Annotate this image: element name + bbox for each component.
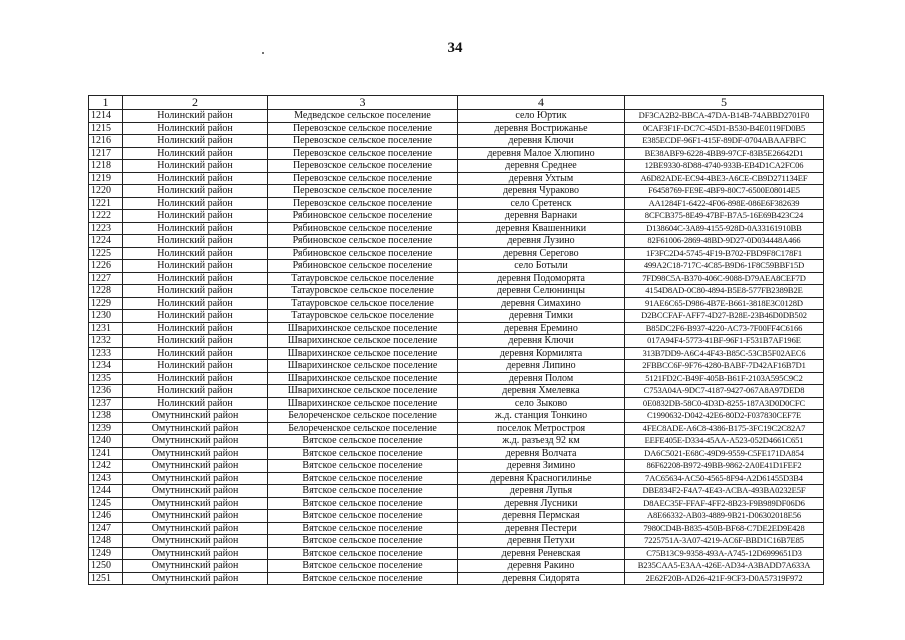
district-cell: Омутнинский район: [123, 510, 268, 523]
district-cell: Нолинский район: [123, 310, 268, 323]
district-cell: Омутнинский район: [123, 472, 268, 485]
guid-cell: 1F3FC2D4-5745-4F19-B702-FBD9F8C178F1: [625, 247, 824, 260]
district-cell: Нолинский район: [123, 397, 268, 410]
row-number: 1222: [89, 210, 123, 223]
locality-cell: село Сретенск: [458, 197, 625, 210]
settlement-cell: Шварихинское сельское поселение: [268, 372, 458, 385]
settlement-cell: Татауровское сельское поселение: [268, 297, 458, 310]
district-cell: Нолинский район: [123, 197, 268, 210]
locality-cell: ж.д. станция Тонкино: [458, 410, 625, 423]
table-row: [89, 435, 824, 448]
table-row: [89, 397, 824, 410]
row-number: 1226: [89, 260, 123, 273]
district-cell: Нолинский район: [123, 372, 268, 385]
locality-cell: деревня Среднее: [458, 160, 625, 173]
locality-cell: деревня Лузино: [458, 235, 625, 248]
table-row: [89, 335, 824, 348]
settlement-cell: Вятское сельское поселение: [268, 447, 458, 460]
district-cell: Нолинский район: [123, 135, 268, 148]
settlement-cell: Рябиновское сельское поселение: [268, 210, 458, 223]
table-row: [89, 347, 824, 360]
locality-cell: деревня Сидорята: [458, 572, 625, 585]
district-cell: Нолинский район: [123, 335, 268, 348]
guid-cell: 4FEC8ADE-A6C8-4386-B175-3FC19C2C82A7: [625, 422, 824, 435]
locality-cell: деревня Пермская: [458, 510, 625, 523]
row-number: 1243: [89, 472, 123, 485]
locality-cell: деревня Полом: [458, 372, 625, 385]
settlement-cell: Рябиновское сельское поселение: [268, 235, 458, 248]
table-row: [89, 560, 824, 573]
settlement-cell: Шварихинское сельское поселение: [268, 322, 458, 335]
settlement-cell: Вятское сельское поселение: [268, 535, 458, 548]
table-row: [89, 160, 824, 173]
guid-cell: 7FD98C5A-B370-406C-9088-D79AEA8CEF7D: [625, 272, 824, 285]
table-row: [89, 247, 824, 260]
row-number: 1228: [89, 285, 123, 298]
guid-cell: C75B13C9-9358-493A-A745-12D6999651D3: [625, 547, 824, 560]
table-row: [89, 235, 824, 248]
district-cell: Нолинский район: [123, 385, 268, 398]
district-cell: Омутнинский район: [123, 460, 268, 473]
row-number: 1238: [89, 410, 123, 423]
guid-cell: 313B7DD9-A6C4-4F43-B85C-53CB5F02AEC6: [625, 347, 824, 360]
row-number: 1237: [89, 397, 123, 410]
row-number: 1221: [89, 197, 123, 210]
settlement-cell: Татауровское сельское поселение: [268, 310, 458, 323]
district-cell: Нолинский район: [123, 185, 268, 198]
row-number: 1233: [89, 347, 123, 360]
settlement-cell: Шварихинское сельское поселение: [268, 360, 458, 373]
guid-cell: A6D82ADE-EC94-4BE3-A6CE-CB9D271134EF: [625, 172, 824, 185]
settlement-cell: Перевозское сельское поселение: [268, 147, 458, 160]
district-cell: Нолинский район: [123, 235, 268, 248]
district-cell: Нолинский район: [123, 285, 268, 298]
row-number: 1232: [89, 335, 123, 348]
row-number: 1223: [89, 222, 123, 235]
guid-cell: C753A04A-9DC7-4187-9427-067A8A97DED8: [625, 385, 824, 398]
guid-cell: 7980CD4B-B835-450B-BF68-C7DE2ED9E428: [625, 522, 824, 535]
row-number: 1219: [89, 172, 123, 185]
stray-mark: [262, 52, 264, 54]
guid-cell: B85DC2F6-B937-4220-AC73-7F00FF4C6166: [625, 322, 824, 335]
row-number: 1227: [89, 272, 123, 285]
locality-cell: село Ботыли: [458, 260, 625, 273]
locality-cell: деревня Петухи: [458, 535, 625, 548]
row-number: 1231: [89, 322, 123, 335]
header-cell-5: 5: [625, 96, 824, 110]
table-row: [89, 497, 824, 510]
district-cell: Омутнинский район: [123, 572, 268, 585]
locality-cell: деревня Селюнинцы: [458, 285, 625, 298]
settlement-cell: Перевозское сельское поселение: [268, 185, 458, 198]
row-number: 1240: [89, 435, 123, 448]
locality-cell: деревня Чураково: [458, 185, 625, 198]
table-row: [89, 297, 824, 310]
district-cell: Омутнинский район: [123, 410, 268, 423]
locality-cell: деревня Ракино: [458, 560, 625, 573]
table-body: [89, 96, 824, 585]
table-row: [89, 185, 824, 198]
guid-cell: 499A2C18-717C-4C85-B9D6-1F8C59BBF15D: [625, 260, 824, 273]
table-row: [89, 322, 824, 335]
page-number: 34: [447, 40, 463, 56]
locality-cell: деревня Кормилята: [458, 347, 625, 360]
locality-cell: деревня Варнаки: [458, 210, 625, 223]
locality-cell: деревня Хмелевка: [458, 385, 625, 398]
row-number: 1246: [89, 510, 123, 523]
header-row: [89, 96, 824, 110]
table-row: [89, 535, 824, 548]
guid-cell: 017A94F4-5773-41BF-96F1-F531B7AF196E: [625, 335, 824, 348]
row-number: 1215: [89, 122, 123, 135]
locality-cell: деревня Красногилинье: [458, 472, 625, 485]
district-cell: Нолинский район: [123, 322, 268, 335]
row-number: 1225: [89, 247, 123, 260]
row-number: 1244: [89, 485, 123, 498]
guid-cell: 86F62208-B972-49BB-9862-2A0E41D1FEF2: [625, 460, 824, 473]
settlement-cell: Белореченское сельское поселение: [268, 410, 458, 423]
guid-cell: BE38ABF9-6228-4BB9-97CF-83B5E26642D1: [625, 147, 824, 160]
row-number: 1229: [89, 297, 123, 310]
settlement-cell: Рябиновское сельское поселение: [268, 222, 458, 235]
guid-cell: 4154D8AD-0C80-4894-B5E8-577FB2389B2E: [625, 285, 824, 298]
guid-cell: F6458769-FE9E-4BF9-80C7-6500E08014E5: [625, 185, 824, 198]
district-cell: Омутнинский район: [123, 422, 268, 435]
district-cell: Омутнинский район: [123, 435, 268, 448]
row-number: 1216: [89, 135, 123, 148]
table-row: [89, 260, 824, 273]
guid-cell: B235CAA5-E3AA-426E-AD34-A3BADD7A633A: [625, 560, 824, 573]
settlement-cell: Перевозское сельское поселение: [268, 122, 458, 135]
district-cell: Омутнинский район: [123, 485, 268, 498]
settlement-cell: Белореченское сельское поселение: [268, 422, 458, 435]
guid-cell: AA1284F1-6422-4F06-898E-086E6F382639: [625, 197, 824, 210]
guid-cell: 7AC65634-AC50-4565-8F94-A2D61455D3B4: [625, 472, 824, 485]
district-cell: Омутнинский район: [123, 560, 268, 573]
row-number: 1247: [89, 522, 123, 535]
table-row: [89, 285, 824, 298]
district-cell: Омутнинский район: [123, 447, 268, 460]
table-row: [89, 222, 824, 235]
locality-cell: деревня Лусники: [458, 497, 625, 510]
settlement-cell: Вятское сельское поселение: [268, 497, 458, 510]
district-cell: Нолинский район: [123, 272, 268, 285]
district-cell: Омутнинский район: [123, 522, 268, 535]
row-number: 1220: [89, 185, 123, 198]
row-number: 1250: [89, 560, 123, 573]
table-row: [89, 510, 824, 523]
district-cell: Нолинский район: [123, 297, 268, 310]
district-cell: Омутнинский район: [123, 535, 268, 548]
row-number: 1245: [89, 497, 123, 510]
settlement-cell: Вятское сельское поселение: [268, 510, 458, 523]
settlement-cell: Татауровское сельское поселение: [268, 272, 458, 285]
locality-cell: село Юртик: [458, 110, 625, 123]
district-cell: Омутнинский район: [123, 497, 268, 510]
settlement-cell: Шварихинское сельское поселение: [268, 397, 458, 410]
row-number: 1235: [89, 372, 123, 385]
settlement-cell: Вятское сельское поселение: [268, 472, 458, 485]
table-row: [89, 110, 824, 123]
guid-cell: E385ECDF-96F1-415F-89DF-0704ABAAFBFC: [625, 135, 824, 148]
settlement-cell: Перевозское сельское поселение: [268, 135, 458, 148]
guid-cell: 0CAF3F1F-DC7C-45D1-B530-B4E0119FD0B5: [625, 122, 824, 135]
locality-cell: деревня Серегово: [458, 247, 625, 260]
table-row: [89, 447, 824, 460]
table-row: [89, 197, 824, 210]
locality-cell: деревня Тимки: [458, 310, 625, 323]
guid-cell: 8CFCB375-8E49-47BF-B7A5-16E69B423C24: [625, 210, 824, 223]
header-cell-1: 1: [89, 96, 123, 110]
settlement-cell: Вятское сельское поселение: [268, 522, 458, 535]
table-row: [89, 360, 824, 373]
guid-cell: 12BE9330-8D88-4740-933B-EB4D1CA2FC06: [625, 160, 824, 173]
locality-cell: деревня Симахино: [458, 297, 625, 310]
table-row: [89, 122, 824, 135]
table-row: [89, 372, 824, 385]
row-number: 1230: [89, 310, 123, 323]
header-cell-4: 4: [458, 96, 625, 110]
locality-cell: деревня Реневская: [458, 547, 625, 560]
locality-cell: деревня Вострижанье: [458, 122, 625, 135]
guid-cell: 5121FD2C-B49F-405B-B61F-2103A595C9C2: [625, 372, 824, 385]
district-cell: Нолинский район: [123, 147, 268, 160]
row-number: 1236: [89, 385, 123, 398]
table-row: [89, 572, 824, 585]
guid-cell: A8E66332-AB03-4889-9B21-D06302018E56: [625, 510, 824, 523]
locality-cell: село Зыково: [458, 397, 625, 410]
settlement-cell: Шварихинское сельское поселение: [268, 347, 458, 360]
settlement-cell: Вятское сельское поселение: [268, 460, 458, 473]
locality-cell: деревня Ключи: [458, 135, 625, 148]
guid-cell: D2BCCFAF-AFF7-4D27-B28E-23B46D0DB502: [625, 310, 824, 323]
settlement-cell: Вятское сельское поселение: [268, 572, 458, 585]
header-cell-2: 2: [123, 96, 268, 110]
row-number: 1217: [89, 147, 123, 160]
settlement-cell: Перевозское сельское поселение: [268, 172, 458, 185]
table-row: [89, 272, 824, 285]
guid-cell: 91AE6C65-D986-4B7E-B661-3818E3C0128D: [625, 297, 824, 310]
guid-cell: D138604C-3A89-4155-928D-0A33161910BB: [625, 222, 824, 235]
table-row: [89, 135, 824, 148]
locality-cell: деревня Липино: [458, 360, 625, 373]
guid-cell: 0E0832DB-58C0-4D3D-8255-187A3D0D0CFC: [625, 397, 824, 410]
row-number: 1251: [89, 572, 123, 585]
settlement-cell: Вятское сельское поселение: [268, 560, 458, 573]
row-number: 1239: [89, 422, 123, 435]
row-number: 1224: [89, 235, 123, 248]
district-cell: Нолинский район: [123, 122, 268, 135]
locality-cell: деревня Подоморята: [458, 272, 625, 285]
guid-cell: 7225751A-3A07-4219-AC6F-BBD1C16B7E85: [625, 535, 824, 548]
locality-cell: деревня Квашенники: [458, 222, 625, 235]
guid-cell: D8AEC35F-FFAF-4FF2-8B23-F9B989DF06D6: [625, 497, 824, 510]
guid-cell: 2FBBCC6F-9F76-4280-BABF-7D42AF16B7D1: [625, 360, 824, 373]
settlement-cell: Рябиновское сельское поселение: [268, 260, 458, 273]
settlement-cell: Татауровское сельское поселение: [268, 285, 458, 298]
district-cell: Нолинский район: [123, 110, 268, 123]
row-number: 1248: [89, 535, 123, 548]
locality-cell: деревня Зимино: [458, 460, 625, 473]
row-number: 1249: [89, 547, 123, 560]
settlement-cell: Перевозское сельское поселение: [268, 197, 458, 210]
settlement-cell: Вятское сельское поселение: [268, 435, 458, 448]
locality-cell: деревня Волчата: [458, 447, 625, 460]
row-number: 1242: [89, 460, 123, 473]
row-number: 1218: [89, 160, 123, 173]
settlement-cell: Шварихинское сельское поселение: [268, 335, 458, 348]
guid-cell: DF3CA2B2-BBCA-47DA-B14B-74ABBD2701F0: [625, 110, 824, 123]
settlement-cell: Медведское сельское поселение: [268, 110, 458, 123]
row-number: 1234: [89, 360, 123, 373]
locality-cell: деревня Лупья: [458, 485, 625, 498]
guid-cell: DA6C5021-E68C-49D9-9559-C5FE171DA854: [625, 447, 824, 460]
district-cell: Нолинский район: [123, 222, 268, 235]
table-row: [89, 422, 824, 435]
guid-cell: 2E62F20B-AD26-421F-9CF3-D0A57319F972: [625, 572, 824, 585]
table-row: [89, 385, 824, 398]
table-row: [89, 210, 824, 223]
table-row: [89, 460, 824, 473]
table-row: [89, 147, 824, 160]
district-cell: Нолинский район: [123, 360, 268, 373]
district-cell: Нолинский район: [123, 347, 268, 360]
district-cell: Нолинский район: [123, 210, 268, 223]
guid-cell: C1990632-D042-42E6-80D2-F037830CEF7E: [625, 410, 824, 423]
table-row: [89, 547, 824, 560]
district-cell: Нолинский район: [123, 160, 268, 173]
locality-cell: деревня Пестери: [458, 522, 625, 535]
row-number: 1214: [89, 110, 123, 123]
header-cell-3: 3: [268, 96, 458, 110]
table-row: [89, 172, 824, 185]
locality-cell: деревня Ухтым: [458, 172, 625, 185]
locality-cell: деревня Ключи: [458, 335, 625, 348]
settlement-cell: Шварихинское сельское поселение: [268, 385, 458, 398]
locality-cell: деревня Еремино: [458, 322, 625, 335]
registry-table: [88, 95, 824, 585]
settlement-cell: Вятское сельское поселение: [268, 547, 458, 560]
locality-cell: поселок Метростроя: [458, 422, 625, 435]
guid-cell: 82F61006-2869-48BD-9D27-0D034448A466: [625, 235, 824, 248]
settlement-cell: Перевозское сельское поселение: [268, 160, 458, 173]
district-cell: Нолинский район: [123, 172, 268, 185]
table-row: [89, 310, 824, 323]
district-cell: Нолинский район: [123, 260, 268, 273]
guid-cell: DBE834F2-F4A7-4E43-ACBA-493BA0232E5F: [625, 485, 824, 498]
table-row: [89, 522, 824, 535]
district-cell: Омутнинский район: [123, 547, 268, 560]
settlement-cell: Рябиновское сельское поселение: [268, 247, 458, 260]
guid-cell: EEFE405E-D334-45AA-A523-052D4661C651: [625, 435, 824, 448]
table-row: [89, 410, 824, 423]
table-row: [89, 472, 824, 485]
district-cell: Нолинский район: [123, 247, 268, 260]
locality-cell: ж.д. разъезд 92 км: [458, 435, 625, 448]
locality-cell: деревня Малое Хлюпино: [458, 147, 625, 160]
settlement-cell: Вятское сельское поселение: [268, 485, 458, 498]
row-number: 1241: [89, 447, 123, 460]
table-row: [89, 485, 824, 498]
